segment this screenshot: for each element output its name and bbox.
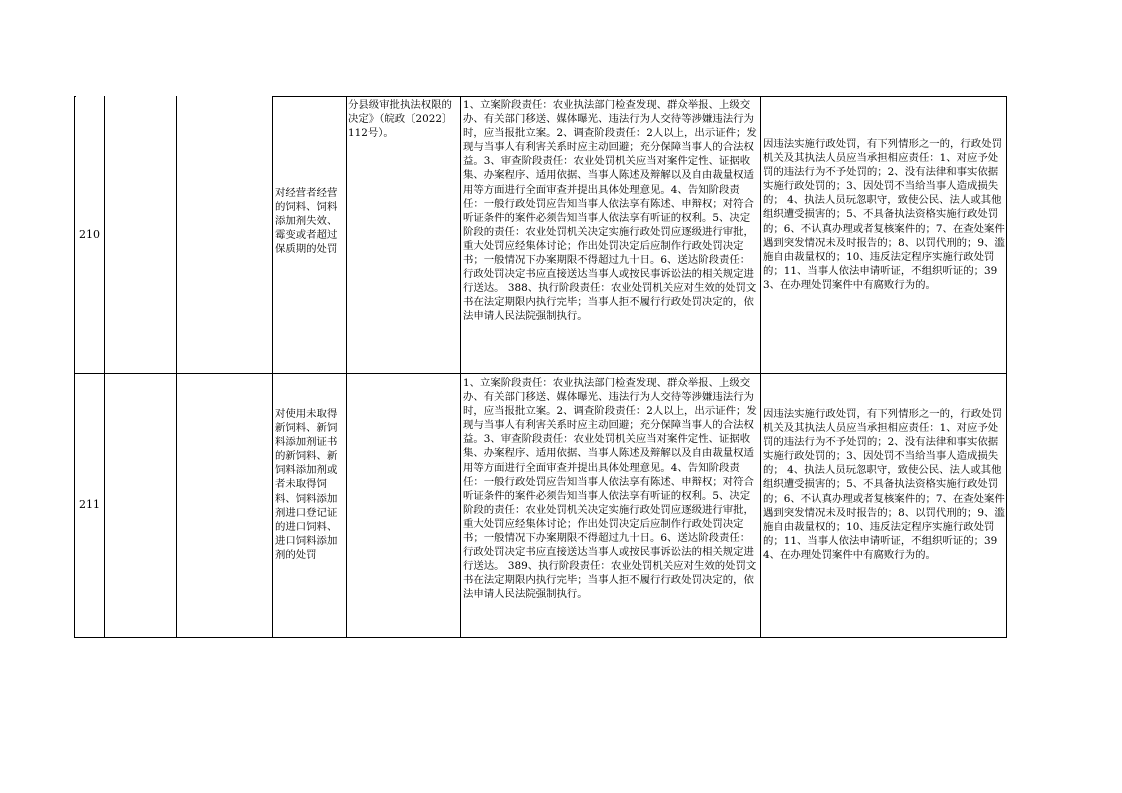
responsibility-text: 1、立案阶段责任：农业执法部门检查发现、群众举报、上级交办、有关部门移送、媒体曝光、违法行为人交待等涉嫌违法行为时，应当报批立案。2、调查阶段责任：2人以上，出示证件；发现与当事人有利害关系时应主动回避；充分保障当事人的合法权益。3、审查阶段责任：农业处罚机关应当对案件定性、证据收集、办案程序、适用依据、当事人陈述及辩解以及自由裁量权适用等方面进行全面审查并提出具体处理意见。4、告知阶段责任：一般行政处罚应告知当事人依法享有陈述、申辩权；对符合听证条件的案件必须告知当事人依法享有听证的权利。5、决定阶段的责任：农业处罚机关决定实施行政处罚应逐级进行审批，重大处罚应经集体讨论；作出处罚决定后应制作行政处罚决定书；一般情况下办案期限不得超过九十日。6、送达阶段责任：行政处罚决定书应直接送达当事人或按民事诉讼法的相关规定进行送达。 389、执行阶段责任：农业处罚机关应对生效的处罚文书在法定期限内执行完毕；当事人拒不履行行政处罚决定的，依法申请人民法院强制执行。 (463, 377, 757, 601)
grid-line (74, 96, 75, 638)
grid-line (346, 96, 347, 638)
row-number: 210 (79, 228, 100, 241)
grid-line (1006, 96, 1007, 638)
responsibility-text: 1、立案阶段责任：农业执法部门检查发现、群众举报、上级交办、有关部门移送、媒体曝光、违法行为人交待等涉嫌违法行为时，应当报批立案。2、调查阶段责任：2人以上，出示证件；发现与当事人有利害关系时应主动回避；充分保障当事人的合法权益。3、审查阶段责任：农业处罚机关应当对案件定性、证据收集、办案程序、适用依据、当事人陈述及辩解以及自由裁量权适用等方面进行全面审查并提出具体处理意见。4、告知阶段责任：一般行政处罚应告知当事人依法享有陈述、申辩权；对符合听证条件的案件必须告知当事人依法享有听证的权利。5、决定阶段的责任：农业处罚机关决定实施行政处罚应逐级进行审批，重大处罚应经集体讨论；作出处罚决定后应制作行政处罚决定书；一般情况下办案期限不得超过九十日。6、送达阶段责任：行政处罚决定书应直接送达当事人或按民事诉讼法的相关规定进行送达。 388、执行阶段责任：农业处罚机关应对生效的处罚文书在法定期限内执行完毕；当事人拒不履行行政处罚决定的，依法申请人民法院强制执行。 (463, 99, 757, 323)
legal-basis: 分县级审批执法权限的决定》（皖政〔2022〕112号）。 (348, 99, 453, 140)
item-name: 对经营者经营的饲料、饲料添加剂失效、霉变或者超过保质期的处罚 (275, 187, 338, 256)
grid-line (272, 96, 273, 638)
grid-line (176, 96, 177, 638)
grid-line (104, 96, 105, 638)
grid-line (460, 96, 461, 638)
item-name: 对使用未取得新饲料、新饲料添加剂证书的新饲料、新饲料添加剂或者未取得饲料、饲料添加剂进口登记证的进口饲料、进口饲料添加剂的处罚 (275, 408, 338, 561)
grid-line (272, 96, 1007, 97)
accountability-text: 因违法实施行政处罚，有下列情形之一的，行政处罚机关及其执法人员应当承担相应责任：1、对应予处罚的违法行为不予处罚的；2、没有法律和事实依据实施行政处罚的；3、因处罚不当给当事人造成损失的； 4、执法人员玩忽职守，致使公民、法人或其他组织遭受损害的；5、不具备执法资格实施行政处罚的；6、不认真办理或者复核案件的；7、在查处案件遇到突发情况未及时报告的；8、以罚代刑的；9、滥施自由裁量权的；10、违反法定程序实施行政处罚的；11、当事人依法申请听证，不组织听证的；394、在办理处罚案件中有腐败行为的。 (763, 408, 1005, 561)
grid-line (760, 96, 761, 638)
accountability-text: 因违法实施行政处罚，有下列情形之一的，行政处罚机关及其执法人员应当承担相应责任：1、对应予处罚的违法行为不予处罚的；2、没有法律和事实依据实施行政处罚的；3、因处罚不当给当事人造成损失的； 4、执法人员玩忽职守，致使公民、法人或其他组织遭受损害的；5、不具备执法资格实施行政处罚的；6、不认真办理或者复核案件的；7、在查处案件遇到突发情况未及时报告的；8、以罚代刑的；9、滥施自由裁量权的；10、违反法定程序实施行政处罚的；11、当事人依法申请听证，不组织听证的；393、在办理处罚案件中有腐败行为的。 (763, 138, 1005, 291)
grid-line (74, 373, 1007, 374)
row-number: 211 (79, 498, 100, 511)
